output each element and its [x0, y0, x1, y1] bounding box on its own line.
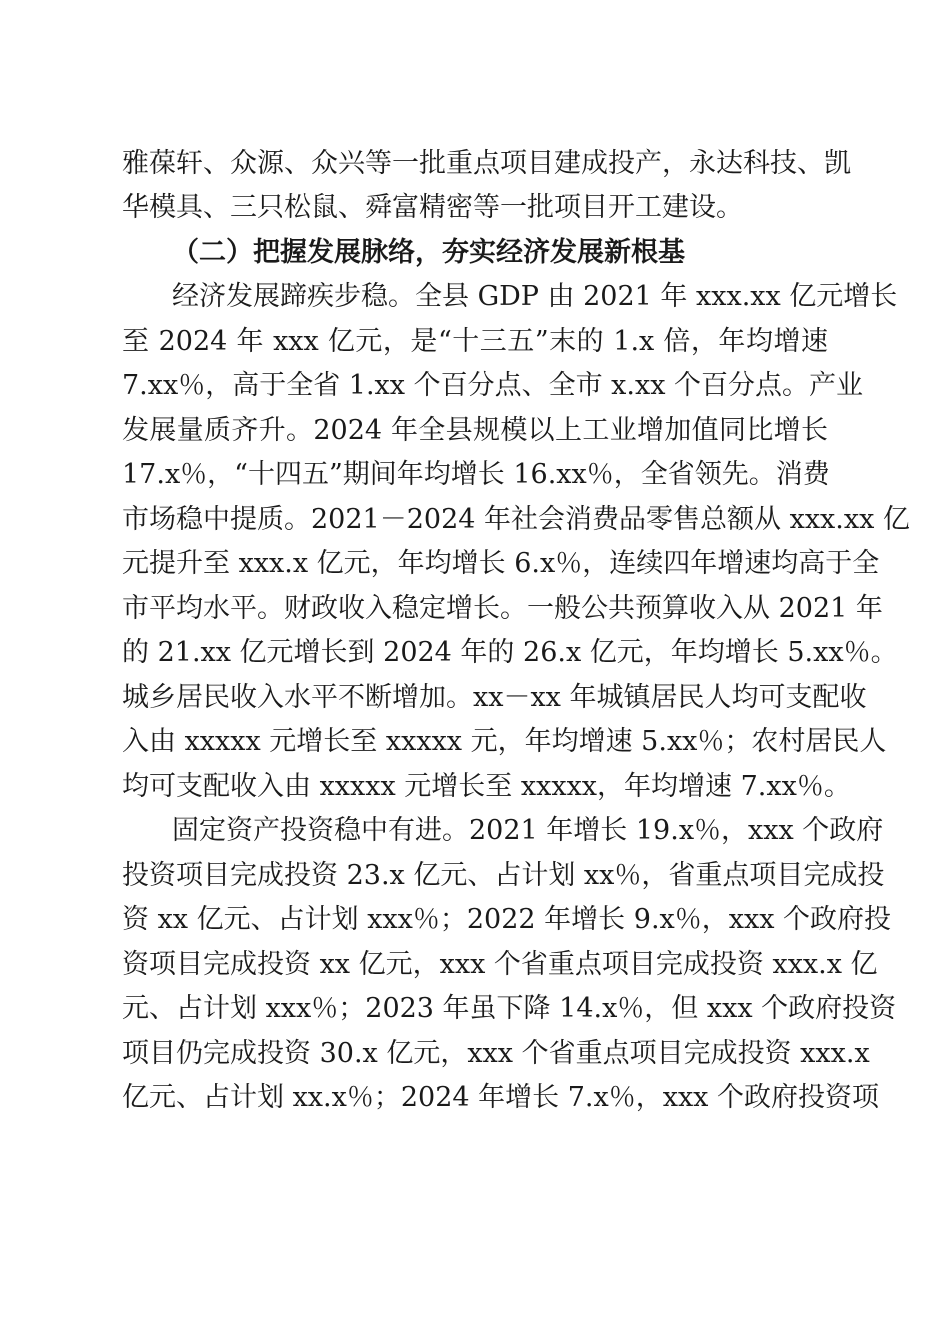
text-line: 7.xx％，高于全省 1.xx 个百分点、全市 x.xx 个百分点。产业 [122, 370, 864, 401]
text-line: 城乡居民收入水平不断增加。xx－xx 年城镇居民人均可支配收 [122, 682, 867, 713]
text-line: 入由 xxxxx 元增长至 xxxxx 元，年均增速 5.xx％；农村居民人 [122, 726, 887, 757]
text-line: 资 xx 亿元、占计划 xxx％；2022 年增长 9.x％，xxx 个政府投 [122, 904, 892, 935]
text-line: 投资项目完成投资 23.x 亿元、占计划 xx％，省重点项目完成投 [122, 860, 885, 891]
text-line: 亿元、占计划 xx.x％；2024 年增长 7.x％，xxx 个政府投资项 [122, 1082, 879, 1113]
text-line: 发展量质齐升。2024 年全县规模以上工业增加值同比增长 [122, 415, 828, 446]
text-line: 17.x％，“十四五”期间年均增长 16.xx％，全省领先。消费 [122, 459, 830, 490]
text-line: 华模具、三只松鼠、舜富精密等一批项目开工建设。 [122, 192, 743, 223]
text-line: 项目仍完成投资 30.x 亿元，xxx 个省重点项目完成投资 xxx.x [122, 1038, 870, 1069]
text-line: 至 2024 年 xxx 亿元，是“十三五”末的 1.x 倍，年均增速 [122, 326, 828, 357]
text-line: 固定资产投资稳中有进。2021 年增长 19.x％，xxx 个政府 [172, 815, 884, 846]
text-line: 资项目完成投资 xx 亿元，xxx 个省重点项目完成投资 xxx.x 亿 [122, 949, 878, 980]
text-line: 的 21.xx 亿元增长到 2024 年的 26.x 亿元，年均增长 5.xx％。 [122, 637, 898, 668]
text-line: 均可支配收入由 xxxxx 元增长至 xxxxx，年均增速 7.xx％。 [122, 771, 851, 802]
text-line: 市平均水平。财政收入稳定增长。一般公共预算收入从 2021 年 [122, 593, 883, 624]
text-line: 雅葆轩、众源、众兴等一批重点项目建成投产，永达科技、凯 [122, 148, 851, 179]
text-line: 市场稳中提质。2021－2024 年社会消费品零售总额从 xxx.xx 亿 [122, 504, 910, 535]
section-heading: （二）把握发展脉络，夯实经济发展新根基 [172, 237, 685, 268]
text-line: 元、占计划 xxx％；2023 年虽下降 14.x％，但 xxx 个政府投资 [122, 993, 897, 1024]
text-line: 经济发展蹄疾步稳。全县 GDP 由 2021 年 xxx.xx 亿元增长 [172, 281, 898, 312]
text-line: 元提升至 xxx.x 亿元，年均增长 6.x％，连续四年增速均高于全 [122, 548, 880, 579]
